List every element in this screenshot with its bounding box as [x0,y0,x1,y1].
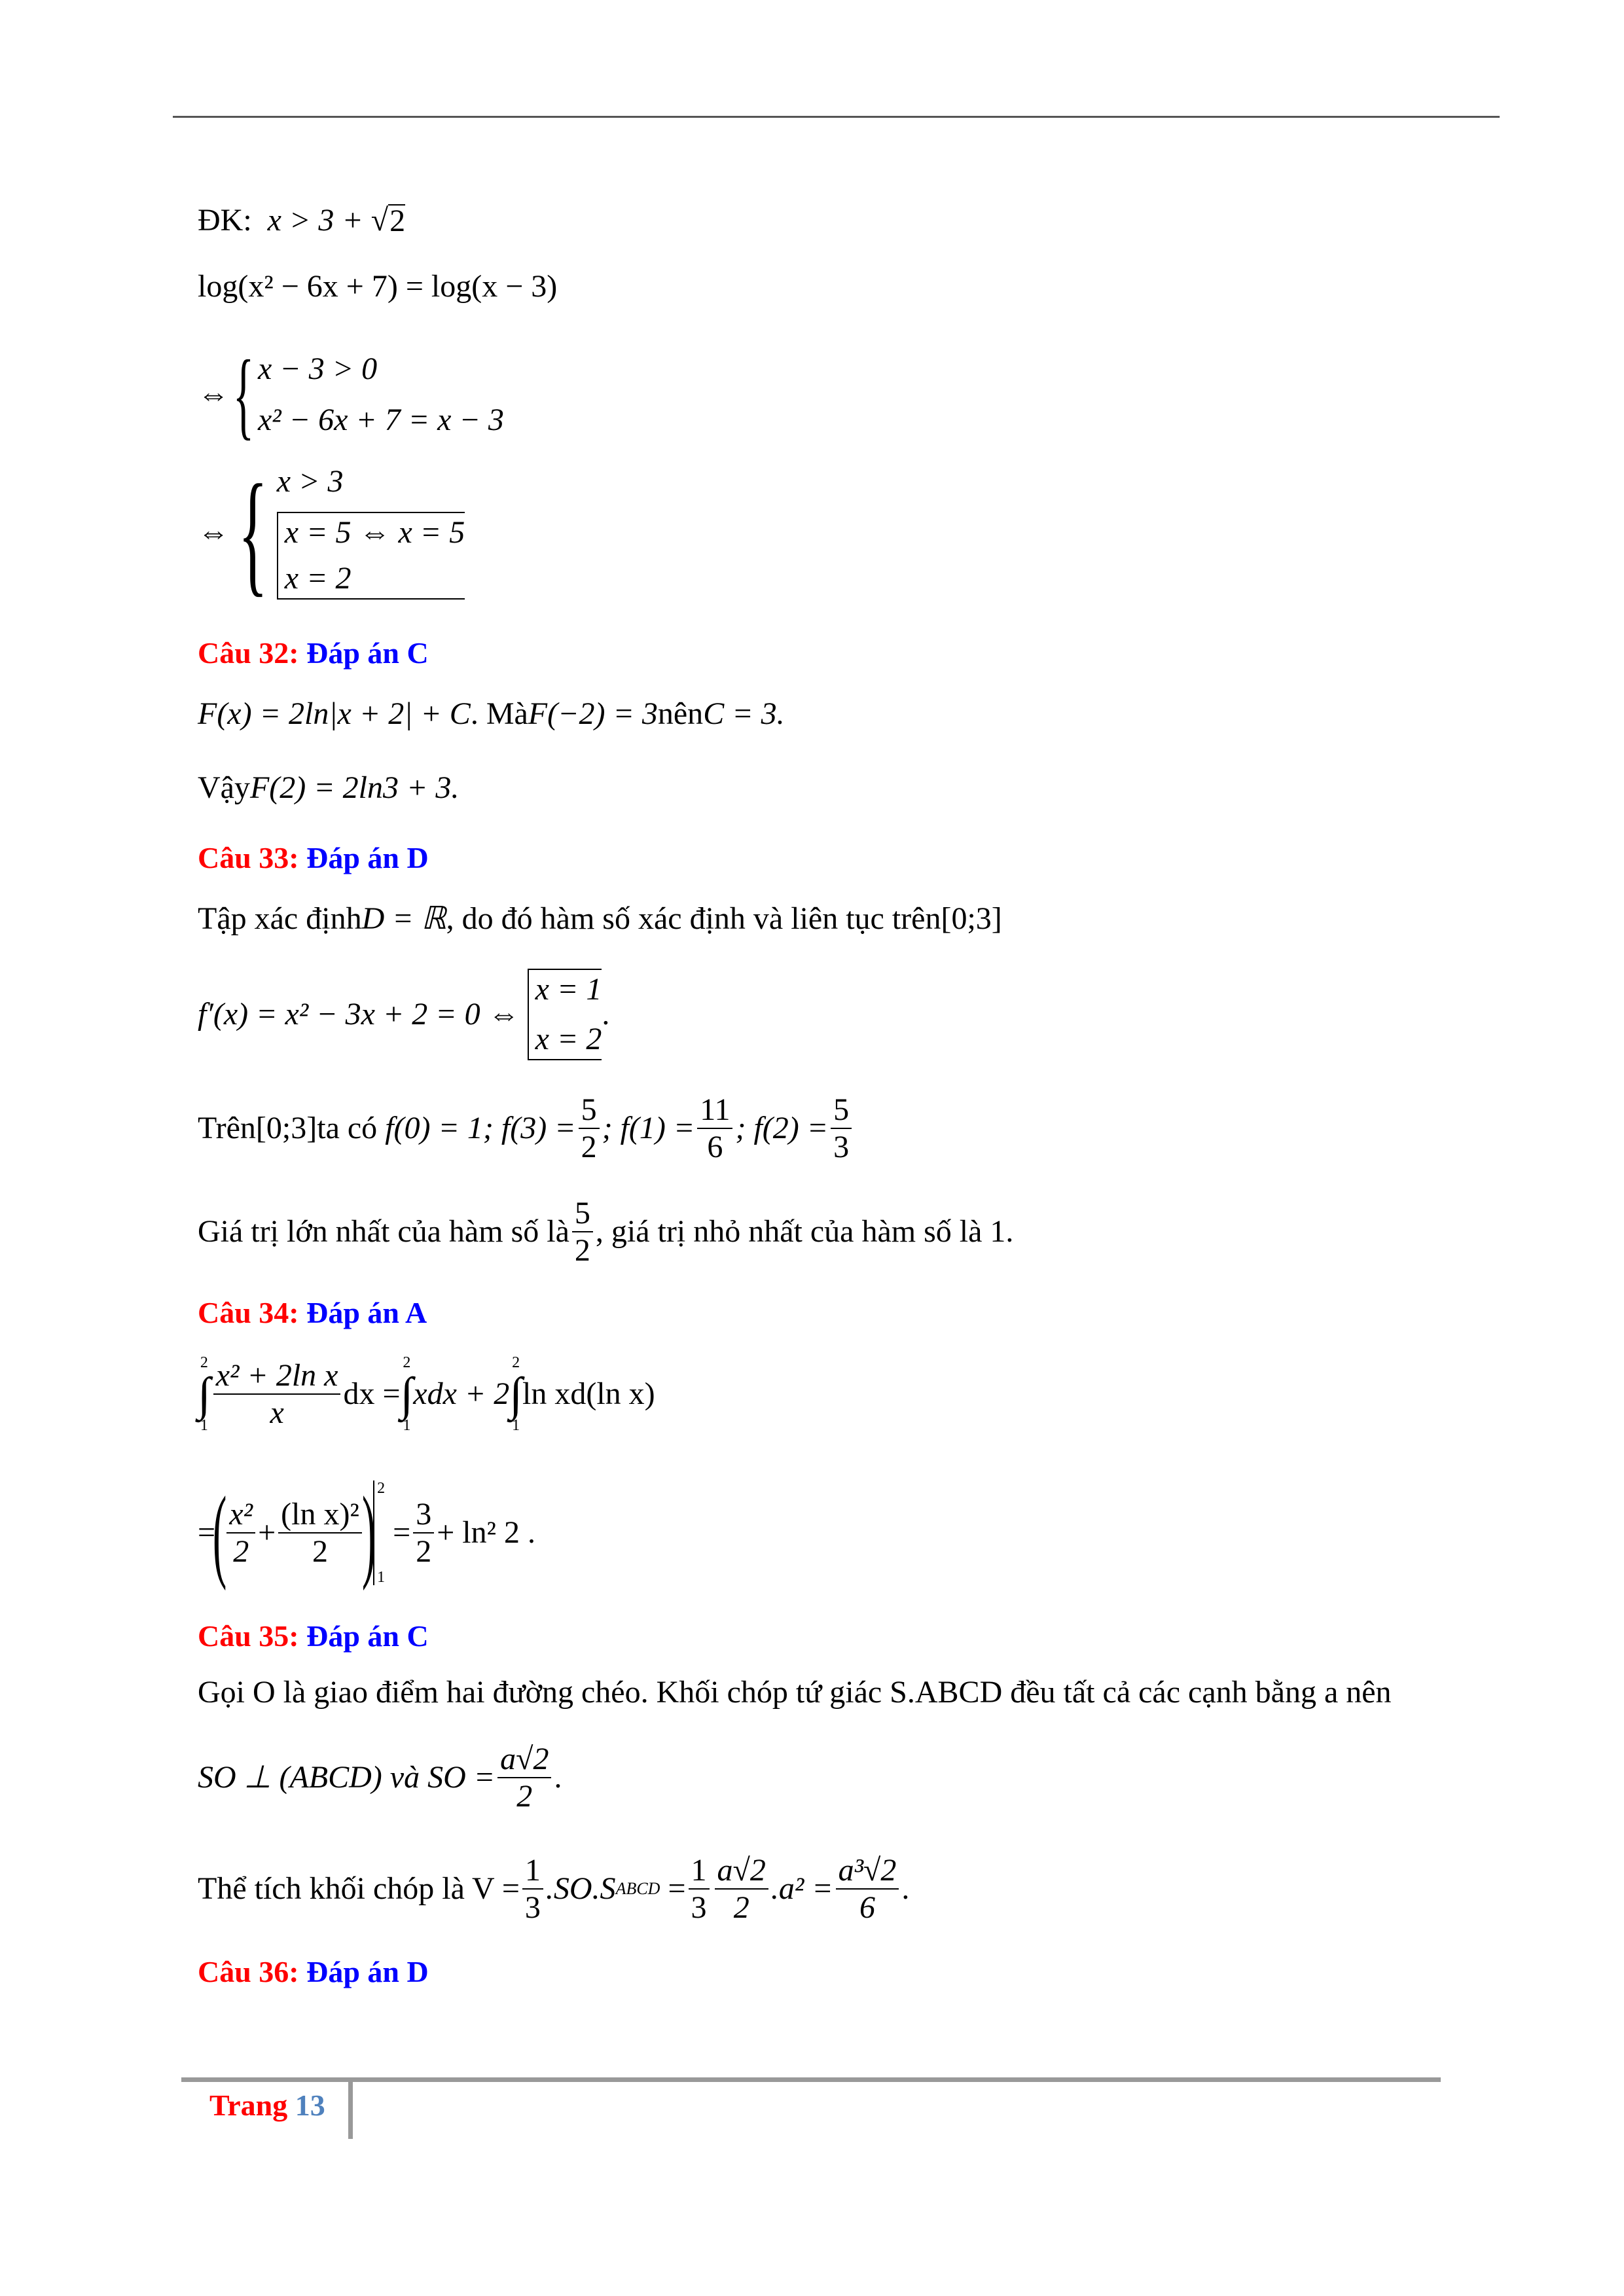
math: f′(x) = x² − 3x + 2 = 0 ⇔ [198,997,520,1031]
math: Thể tích khối chóp là V = [198,1871,520,1907]
fraction: $\frac{5}{3}$ [831,1092,852,1165]
math: + ln² 2 . [437,1515,535,1550]
text: Giá trị lớn nhất của hàm số là [198,1214,569,1249]
fraction: $\frac{a√2}{2}$ [715,1852,768,1926]
max-min-line [198,1195,1013,1268]
root: x = 2 [535,1022,602,1056]
q32-line-2 [198,772,459,804]
math: ; f(2) = [735,1111,829,1146]
text: Tập xác định [198,901,362,936]
text: . [901,1871,910,1907]
math: F(x) = 2ln|x + 2| + C [198,696,471,731]
question-label: Câu 33: [198,841,299,874]
fraction: $\frac{1}{3}$ [522,1852,543,1926]
footer-rule [181,2077,1441,2082]
paren: ( [213,1475,227,1591]
math: = [393,1515,411,1550]
math: .a² = [770,1871,833,1907]
question-34-heading [198,1298,427,1328]
integral-sign: 2 ∫ 1 [198,1354,211,1434]
answer-label: Đáp án A [306,1296,427,1329]
math: dx = [343,1376,401,1411]
fraction: $\frac{\text{x²}}{2}$ [226,1496,255,1570]
system-2 [198,457,465,609]
math: C = 3. [703,696,785,731]
text: Trên [198,1111,256,1146]
footer-divider [348,2077,353,2139]
question-32-heading [198,638,429,668]
log-equation: log(x² − 6x + 7) = log(x − 3) [198,269,558,304]
case-row: x = 5 ⇔ x = 5 [284,515,465,550]
question-33-heading [198,843,429,873]
text: , do đó hàm số xác định và liên tục trên [446,901,941,936]
integral-sign: 2 ∫ 1 [400,1354,414,1434]
math: .SO.S [545,1871,616,1907]
page-number-value: 13 [295,2089,325,2122]
fraction: $\frac{5}{2}$ [579,1092,600,1165]
answer-label: Đáp án C [306,636,429,670]
answer-label: Đáp án D [306,1955,429,1988]
math: xdx + 2 [413,1376,510,1411]
subscript: ABCD [615,1879,660,1899]
answer-label: Đáp án D [306,841,429,874]
so-line [198,1741,562,1814]
integral-sign: 2 ∫ 1 [509,1354,523,1434]
evaluation-bar: 2 1 [373,1480,385,1585]
math: = [198,1515,216,1550]
text: . Mà [470,696,528,731]
sqrt-value: 2 [389,204,406,238]
page-label: Trang [209,2089,288,2122]
text: . [602,997,610,1031]
question-label: Câu 34: [198,1296,299,1329]
math: F(2) = 2ln3 + 3. [249,770,460,805]
math: [0;3] [255,1111,317,1146]
fraction: $\frac{\text{(ln x)²}}{2}$ [278,1496,362,1570]
math: ; f(1) = [602,1111,695,1146]
fraction: $\frac{a√2}{2}$ [497,1741,551,1814]
question-36-heading [198,1957,429,1987]
fraction: $\frac{\text{x² + 2ln x}}{x}$ [213,1357,341,1431]
q35-line-1: Gọi O là giao điểm hai đường chéo. Khối chóp tứ giác S.ABCD đều tất cả các cạnh bằng a nên [198,1675,1392,1710]
math: ln xd(ln x) [522,1376,655,1411]
fraction: $\frac{\text{a³√2}}{6}$ [836,1852,899,1926]
integral-line [198,1355,655,1433]
text: Vậy [198,770,250,805]
integral-result [198,1475,535,1591]
fraction: $\frac{1}{3}$ [689,1852,710,1926]
answer-label: Đáp án C [306,1619,429,1653]
fraction: $\frac{11}{6}$ [697,1092,732,1165]
volume-line [198,1852,909,1926]
math: D = ℝ [361,901,446,936]
brace: { [238,457,268,609]
text: . [554,1760,562,1795]
values-line [198,1092,854,1165]
system-row: x² − 6x + 7 = x − 3 [258,403,504,437]
paren: ) [361,1475,376,1591]
condition-expr: x > 3 + √ [267,203,389,238]
header-rule [173,116,1500,118]
math: = [668,1871,686,1907]
math: [0;3] [941,901,1002,936]
q33-line-1 [198,903,1002,935]
page-number [209,2088,325,2123]
q32-line-1 [198,698,785,730]
system-row: x > 3 [276,464,344,499]
math: SO ⊥ (ABCD) và SO = [198,1760,496,1795]
math: + [258,1515,276,1550]
equiv-symbol: ⇔ [198,515,229,550]
text: ta có [317,1111,378,1146]
math: f(3) = [501,1111,576,1146]
question-35-heading [198,1621,429,1651]
equiv-symbol: ⇔ [198,377,229,412]
root: x = 1 [535,972,602,1007]
case-row: x = 2 [284,561,352,596]
fraction: $\frac{3}{2}$ [413,1496,434,1570]
text: , giá trị nhỏ nhất của hàm số là 1. [595,1214,1014,1249]
condition-label: ĐK: [198,203,252,238]
brace: { [232,340,255,449]
condition-line [198,204,405,237]
math: F(−2) = 3 [528,696,658,731]
system-row: x − 3 > 0 [258,351,378,386]
question-label: Câu 32: [198,636,299,670]
system-1 [198,340,504,449]
question-label: Câu 36: [198,1955,299,1988]
question-label: Câu 35: [198,1619,299,1653]
text: nên [657,696,704,731]
fraction: $\frac{5}{2}$ [572,1195,593,1268]
derivative-line [198,969,609,1060]
math: f(0) = 1; [385,1111,494,1146]
